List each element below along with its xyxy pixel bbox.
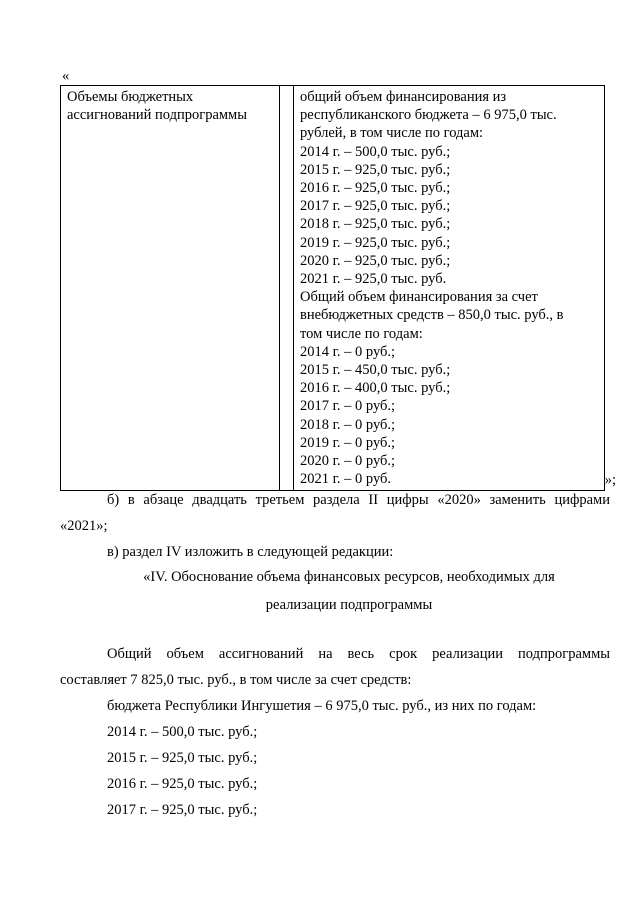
year-line: 2016 г. – 925,0 тыс. руб.;	[107, 776, 258, 792]
content-line: 2019 г. – 925,0 тыс. руб.;	[300, 234, 451, 251]
content-line: 2016 г. – 925,0 тыс. руб.;	[300, 180, 451, 197]
content-line: республиканского бюджета – 6 975,0 тыс.	[300, 107, 557, 124]
year-line: 2014 г. – 500,0 тыс. руб.;	[107, 724, 258, 740]
content-line: 2020 г. – 925,0 тыс. руб.;	[300, 252, 451, 269]
content-line: рублей, в том числе по годам:	[300, 125, 484, 142]
content-line: 2016 г. – 400,0 тыс. руб.;	[300, 380, 451, 397]
year-line: 2015 г. – 925,0 тыс. руб.;	[107, 750, 258, 766]
paragraph-b-line2: «2021»;	[60, 518, 108, 534]
paragraph-budget: бюджета Республики Ингушетия – 6 975,0 тыс. руб., из них по годам:	[107, 698, 537, 714]
content-line: 2014 г. – 0 руб.;	[300, 343, 396, 360]
label-line: ассигнований подпрограммы	[67, 107, 247, 123]
opening-quote: «	[62, 68, 70, 84]
content-line: 2018 г. – 0 руб.;	[300, 416, 396, 433]
content-line: том числе по годам:	[300, 325, 423, 342]
paragraph-v: в) раздел IV изложить в следующей редакции:	[107, 544, 394, 560]
table-label-cell	[61, 86, 280, 491]
paragraph-total-line1: Общий объем ассигнований на весь срок реализации подпрограммы	[107, 646, 610, 662]
content-line: общий объем финансирования из	[300, 89, 507, 105]
content-line: 2021 г. – 925,0 тыс. руб.	[300, 271, 447, 288]
table-spacer-cell	[280, 86, 294, 491]
content-line: внебюджетных средств – 850,0 тыс. руб., в	[300, 307, 564, 324]
content-line: 2015 г. – 450,0 тыс. руб.;	[300, 362, 451, 379]
table-row	[61, 86, 605, 491]
content-line: 2019 г. – 0 руб.;	[300, 434, 396, 451]
label-line: Объемы бюджетных	[67, 89, 194, 105]
content-line: 2018 г. – 925,0 тыс. руб.;	[300, 216, 451, 233]
year-line: 2017 г. – 925,0 тыс. руб.;	[107, 802, 258, 818]
content-line: 2015 г. – 925,0 тыс. руб.;	[300, 161, 451, 178]
section-heading-line2: реализации подпрограммы	[265, 597, 433, 613]
section-heading-line1: «IV. Обоснование объема финансовых ресурсов, необходимых для	[143, 569, 555, 585]
paragraph-b-line1: б) в абзаце двадцать третьем раздела II цифры «2020» заменить цифрами	[107, 492, 610, 508]
content-line: 2017 г. – 925,0 тыс. руб.;	[300, 198, 451, 215]
closing-quote: »;	[604, 472, 616, 488]
paragraph-total-line2: составляет 7 825,0 тыс. руб., в том числе за счет средств:	[60, 672, 412, 688]
content-line: 2020 г. – 0 руб.;	[300, 453, 396, 470]
content-line: 2021 г. – 0 руб.	[300, 471, 392, 488]
table-content-cell	[294, 86, 605, 491]
content-line: 2014 г. – 500,0 тыс. руб.;	[300, 143, 451, 160]
budget-allocations-table	[60, 85, 605, 491]
content-line: Общий объем финансирования за счет	[300, 289, 538, 306]
content-line: 2017 г. – 0 руб.;	[300, 398, 396, 415]
